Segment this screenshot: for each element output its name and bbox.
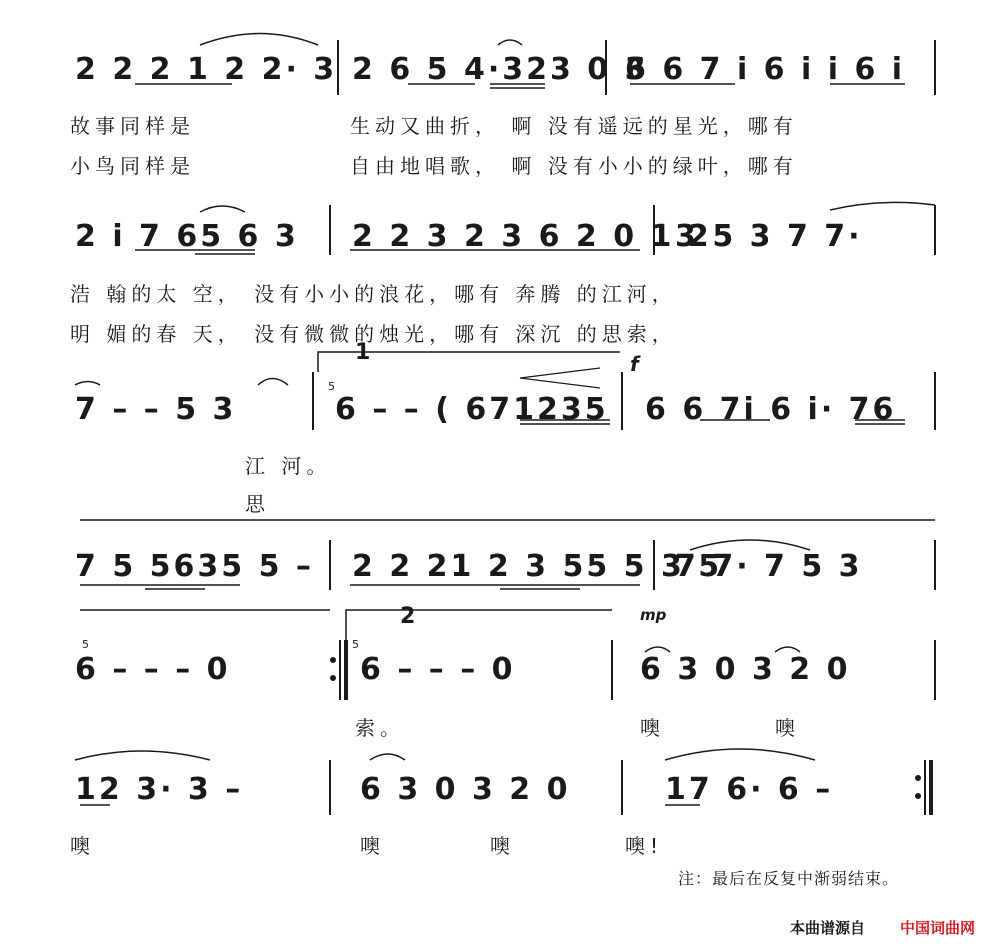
line5-lyric1: 索。 [355, 716, 405, 740]
grace-note-5c: 5 [352, 638, 359, 651]
line5-lyric2: 噢 [640, 716, 665, 740]
performance-note: 注：最后在反复中渐弱结束。 [678, 869, 900, 888]
volta-1-number: 1 [355, 340, 371, 365]
grace-note-5: 5 [328, 380, 335, 393]
line5-measure1: 6 – – – 0 [75, 652, 231, 687]
line1-lyric1-start: 故事同样是 [70, 114, 195, 138]
line3-measure2: 6 – – ( 671235 [335, 392, 609, 427]
dynamic-forte: f [630, 352, 639, 376]
line1-measure2: 2 6 5 4·323 0 3 [352, 52, 649, 87]
line1-lyric1-end: 生动又曲折， 啊 没有遥远的星光，哪有 [350, 114, 798, 138]
line6-measure1: 12 3· 3 – [75, 772, 244, 807]
line5-measure3: 6 3 0 3 2 0 [640, 652, 851, 687]
line1-measure1: 2 2 2 1 2 2· 3 [75, 52, 338, 87]
line6-lyric2: 噢 [360, 834, 385, 858]
line3-lyric2: 思 [245, 492, 270, 516]
line1-lyric2-end: 自由地唱歌， 啊 没有小小的绿叶，哪有 [350, 154, 798, 178]
line2-measure2: 2 2 3 2 3 6 2 0 1 2 [352, 219, 712, 254]
line2-measure1: 2 i 7 65 6 3 [75, 219, 299, 254]
line6-measure3: 17 6· 6 – [665, 772, 834, 807]
line6-measure2: 6 3 0 3 2 0 [360, 772, 571, 807]
dynamic-mezzo-piano: mp [640, 606, 667, 624]
line5-measure2: 6 – – – 0 [360, 652, 516, 687]
line2-lyric2: 明 媚的春 天， 没有微微的烛光，哪有 深沉 的思索， [70, 322, 677, 346]
line1-measure3: 6 6 7 i 6 i i 6 i [625, 52, 906, 87]
grace-note-5b: 5 [82, 638, 89, 651]
volta-2-number: 2 [400, 604, 416, 629]
line4-measure1: 7 5 5635 5 – [75, 549, 314, 584]
line5-lyric3: 噢 [775, 716, 800, 740]
line3-measure1: 7 – – 5 3 [75, 392, 237, 427]
line6-lyric1: 噢 [70, 834, 95, 858]
line4-measure2: 2 2 21 2 3 55 5 3 5 [352, 549, 723, 584]
line6-lyric4: 噢! [625, 834, 664, 858]
line2-measure3: 3 5 3 7 7· [675, 219, 863, 254]
line2-lyric1: 浩 翰的太 空， 没有小小的浪花，哪有 奔腾 的江河， [70, 282, 677, 306]
line3-measure3: 6 6 7i 6 i· 76 [645, 392, 897, 427]
footer-site-link[interactable]: 中国词曲网 [900, 919, 976, 937]
line6-lyric3: 噢 [490, 834, 515, 858]
line1-lyric2-start: 小鸟同样是 [70, 154, 195, 178]
line4-measure3: 7 7· 7 5 3 [675, 549, 863, 584]
footer-source-label: 本曲谱源自 [790, 919, 866, 937]
line3-lyric1: 江 河。 [245, 454, 332, 478]
